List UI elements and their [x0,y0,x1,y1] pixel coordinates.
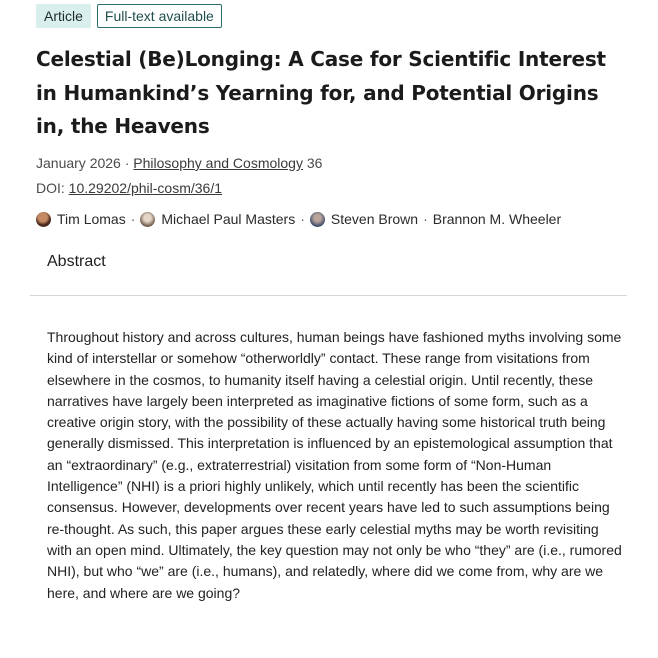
badge-row [36,4,222,28]
journal-link[interactable]: Philosophy and Cosmology [133,155,303,171]
journal-volume: 36 [306,155,323,171]
author-avatar[interactable] [36,212,51,227]
author-name[interactable]: Steven Brown [330,211,419,227]
author-name[interactable]: Tim Lomas [57,211,126,227]
author-list [36,211,561,227]
doi-line [36,180,222,196]
meta-separator: · [124,155,130,171]
article-title: Celestial (Be)Longing: A Case for Scientific Interest in Humankind’s Yearning for, and Potential Origins in, the Heavens [36,47,606,138]
publication-date: January 2026 [36,155,121,171]
author-avatar[interactable] [140,212,155,227]
author-avatar[interactable] [310,212,325,227]
section-divider [30,295,627,296]
full-text-badge[interactable]: Full-text available [97,4,222,28]
author-name[interactable]: Brannon M. Wheeler [432,211,562,227]
publication-info [36,155,322,171]
author-separator: · [300,211,305,227]
doi-link[interactable]: 10.29202/phil-cosm/36/1 [68,180,222,196]
author-separator: · [130,211,136,227]
doi-label: DOI: [36,180,65,196]
author-separator: · [423,211,428,227]
author-name[interactable]: Michael Paul Masters [161,211,296,227]
abstract-heading: Abstract [47,253,106,270]
article-type-badge: Article [36,4,91,28]
abstract-text: Throughout history and across cultures, human beings have fashioned myths involving some kind of interstellar or somehow “otherworldly” contact. These range from visitations from elsewhere in the cosmos, to humanity itself having a celestial origin. Until recently, these narratives have largely been interpreted as imaginative fictions of some form, such as a creative origin story, with the possibility of these actually having some historical truth being generally dismissed. This interpretation is influenced by an epistemological assumption that an “extraordinary” (e.g., extraterrestrial) visitation from some form of “Non-Human Intelligence” (NHI) is a priori highly unlikely, which until recently has been the scientific consensus. However, developments over recent years have led to such assumptions being re-thought. As such, this paper argues these early celestial myths may be worth revisiting with an open mind. Ultimately, the key question may not only be who “they” are (i.e., rumored NHI), but who “we” are (i.e., humans), and relatedly, where did we come from, why are we here, and where are we going? [47,329,622,601]
